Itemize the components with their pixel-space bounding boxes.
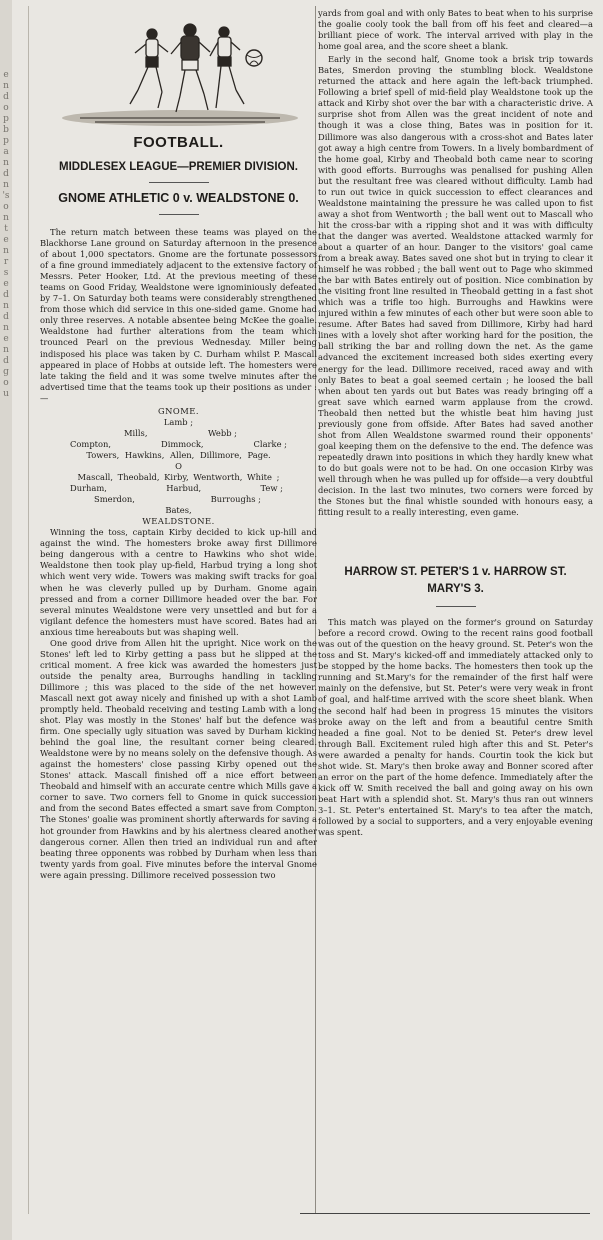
margin-letter: e bbox=[3, 235, 9, 245]
margin-letter: n bbox=[3, 323, 9, 333]
margin-letter: t bbox=[4, 224, 8, 234]
match1-intro-paragraph: The return match between these teams was played on the Blackhorse Lane ground on Saturday afternoon in the presence of about 1,000 spectators. Gnome are the fortunate possessors of a fine ground immediately adjacent to the extensive factory of Messrs. Peter Hooker, Ltd. At the previous meeting of these teams on Good Friday, Wealdstone were ignominiously defeated by 7–1. On Saturday both teams were considerably strengthened from those which did service in this one-sided game. Gnome had only three reserves. A notable absentee being McKee the goalie. Wealdstone had further alterations from the team which trounced Pearl on the previous Wednesday. Miller being indisposed his place was taken by C. Durham whilst P. Mascall appeared in place of Hobbs at outside left. The homesters were late taking the field and it was some twelve minutes after the advertised time that the teams took up their positions as under :— bbox=[40, 227, 317, 403]
match1-body-paragraph-1: Winning the toss, captain Kirby decided to kick up-hill and against the wind. The homesters broke away first Dillimore being dangerous with a centre to Hawkins who shot wide. Wealdstone then took play up-field, Harbud trying a long shot which went very wide. Towers was making swift tracks for goal when he was cleverly pulled up by Durham. Gnome again pressed and from a corner Dillimore headed over the bar. For several minutes Wealdstone were very unsettled and but for a vigilant defence the homesters must have scored. Bates had an anxious time hereabouts but was shaping well. bbox=[40, 527, 317, 637]
margin-letter: n bbox=[3, 345, 9, 355]
margin-letter: e bbox=[3, 334, 9, 344]
wealdstone-label: WEALDSTONE. bbox=[142, 516, 215, 527]
wealdstone-half-1: Durham, bbox=[70, 483, 107, 494]
match1-continued-paragraph: yards from goal and with only Bates to beat when to his surprise the goalie cooly took the ball from off his feet and cleared—a brilliant piece of work. The interval arrived with play in the home goal area, and the score sheet a blank. bbox=[318, 8, 593, 52]
wealdstone-half-2: Harbud, bbox=[166, 483, 202, 494]
match1-heading: GNOME ATHLETIC 0 v. WEALDSTONE 0. bbox=[58, 191, 299, 205]
gnome-back-right: Webb ; bbox=[208, 427, 237, 438]
margin-letter: s bbox=[3, 268, 9, 278]
left-column bbox=[40, 8, 317, 881]
margin-letter: u bbox=[3, 389, 9, 399]
margin-letter: d bbox=[3, 169, 9, 179]
margin-letter: d bbox=[3, 312, 9, 322]
margin-letter: o bbox=[3, 103, 9, 113]
gnome-back-left: Mills, bbox=[124, 427, 148, 438]
margin-letter: o bbox=[3, 378, 9, 388]
team-lineups bbox=[40, 406, 317, 528]
footballers-engraving bbox=[40, 8, 317, 130]
heading-rule bbox=[149, 182, 209, 183]
match1-second-half-paragraph: Early in the second half, Gnome took a brisk trip towards Bates, Smerdon proving the stumbling block. Wealdstone returned the attack and here again the left-back triumphed. Following a brief spell of mid-field play Wealdstone took up the attack and Kirby shot over the bar with a characteristic drive. A surprise shot from Allen was the great incident of note and though it was a close thing, Bates was in position for it. Dillimore was also dangerous with a cross-shot and Bates later got away a high centre from Towers. In a lively bombardment of the home goal, Kirby and Theobald both came near to scoring with good efforts. Burroughs was penalised for pushing Allen but the resultant free was cleared without difficulty. Lamb had to run out twice in quick succession to effect clearances and Wealdstone maintaining the pressure he was called upon to fist away a shot from Wentworth ; the ball went out to Mascall who hit the cross-bar with a ripping shot and it was with difficulty that the danger was averted. Wealdstone attacked warmly for about a quarter of an hour. Danger to the visitors' goal came from a break away. Bates saved one shot but in trying to clear it himself he was robbed ; the ball went out to Page who skimmed the bar with Bates entirely out of position. Nice combination by the visiting front line resulted in Theobald getting in a fast shot which was a trifle too high. Burroughs and Hawkins were injured within a few minutes of each other but were soon able to resume. After Bates had saved from Dillimore, Kirby had hard lines with a lovely shot after working hard for the position, the ball striking the bar and rolling down the net. As the game advanced the excitement increased both sides exerting every energy for the lead. Dillimore received, raced away and with only Bates to beat a goal seemed certain ; he loosed the ball when about ten yards out but Bates was ready bringing off a great save which earned warm applause from the crowd. Theobald then netted but the whistle beat him having just previously gone from offside. After Bates had saved another shot from Allen Wealdstone swarmed round their opponents' goal keeping them on the defensive to the end. The defence was repeatedly drawn into positions in which they hardly knew what to do but goals were not to be had. On one occasion Kirby was well through when he was pulled up for offside—a very doubtful decision. In the last two minutes, two corners were forced by the Stones but the final whistle sounded with honours easy, a fitting result to a really interesting, even game. bbox=[318, 54, 593, 518]
player-right-figure bbox=[210, 27, 244, 108]
margin-letter: n bbox=[3, 81, 9, 91]
margin-letter: 's bbox=[2, 191, 10, 201]
wealdstone-back-right: Burroughs ; bbox=[210, 494, 261, 505]
gnome-half-1: Compton, bbox=[70, 438, 112, 449]
margin-letter: n bbox=[3, 246, 9, 256]
bottom-rule bbox=[300, 1213, 590, 1214]
football-ball bbox=[246, 50, 262, 66]
gnome-goalkeeper: Lamb ; bbox=[163, 416, 194, 427]
margin-letter: n bbox=[3, 301, 9, 311]
gnome-half-3: Clarke ; bbox=[253, 438, 287, 449]
section-title: FOOTBALL. bbox=[133, 134, 224, 151]
margin-letter: e bbox=[3, 70, 9, 80]
margin-letter: d bbox=[3, 92, 9, 102]
margin-letter: a bbox=[3, 147, 9, 157]
gnome-forwards: Towers, Hawkins, Allen, Dillimore, Page. bbox=[86, 449, 271, 460]
column-rule-left bbox=[28, 6, 29, 1214]
heading-rule-2 bbox=[159, 214, 199, 215]
margin-letter: e bbox=[3, 279, 9, 289]
wealdstone-goalkeeper: Bates, bbox=[165, 505, 192, 516]
match1-body-paragraph-2: One good drive from Allen hit the upright. Nice work on the Stones' left led to Kirby getting a pass but he slipped at the critical moment. A free kick was awarded the homesters just outside the penalty area, Burroughs handling in tackling Dillimore ; this was placed to the side of the net however. Mascall next got away nicely and finished up with a shot Lamb promptly held. Theobald receiving and testing Lamb with a long shot. Play was mostly in the Stones' half but the defence was firm. One specially ugly situation was saved by Durham kicking behind the goal line, the resultant corner being cleared. Wealdstone were by no means solely on the defensive though. As against the homesters' close passing Kirby opened out the Stones' attack. Mascall finished off a nice effort between Theobald and himself with an accurate centre which Mills gave a corner to save. Two corners fell to Gnome in quick succession and from the second Bates effected a smart save from Compton. The Stones' goalie was prominent shortly afterwards for saving a hot grounder from Hawkins and by his alertness cleared another dangerous corner. Allen then tried an individual run and after beating three opponents was robbed by Durham when less than twenty yards from goal. Five minutes before the interval Gnome were again pressing. Dillimore received possession two bbox=[40, 637, 317, 880]
match2-body-paragraph: This match was played on the former's ground on Saturday before a record crowd. Owing to the recent rains good football was out of the question on the heavy ground. St. Peter's won the toss and St. Mary's kicked-off and immediately attacked only to be stopped by the home backs. The homesters then took up the running and St.Mary's for the remainder of the first half were mainly on the defensive, but St. Peter's were very weak in front of goal, and half-time arrived with the score sheet blank. When the second half had been in progress 15 minutes the visitors broke away on the left and from a beautiful centre Smith headed a fine goal. Not to be denied St. Peter's drew level through Ball. Excitement ruled high after this and St. Peter's were awarded a penalty for hands. Courtin took the kick but shot wide. St. Mary's then broke away and Bonner scored after an error on the part of the home defence. Immediately after the kick off W. Smith received the ball and going away on his own beat Hart with a splendid shot. St. Mary's thus ran out winners 3–1. St. Peter's entertained St. Mary's to tea after the match, followed by a social to supporters, and a very enjoyable evening was spent. bbox=[318, 617, 593, 838]
left-margin-strip bbox=[0, 0, 12, 1240]
heading-rule-3 bbox=[436, 606, 476, 607]
margin-letter: b bbox=[3, 125, 9, 135]
wealdstone-half-3: Tew ; bbox=[260, 483, 283, 494]
section-separator bbox=[318, 518, 593, 564]
player-left-figure bbox=[130, 29, 168, 108]
gnome-label: GNOME. bbox=[157, 405, 200, 416]
gnome-half-2: Dimmock, bbox=[161, 438, 204, 449]
margin-letter: p bbox=[3, 114, 9, 124]
margin-letter: g bbox=[3, 367, 9, 377]
wealdstone-forwards: Mascall, Theobald, Kirby, Wentworth, White ; bbox=[77, 472, 280, 483]
margin-letter: r bbox=[3, 257, 9, 267]
margin-letter: n bbox=[3, 213, 9, 223]
margin-letter: n bbox=[3, 158, 9, 168]
margin-letter: p bbox=[3, 136, 9, 146]
margin-letter: d bbox=[3, 356, 9, 366]
margin-letter: n bbox=[3, 180, 9, 190]
margin-letter: d bbox=[3, 290, 9, 300]
player-center-figure bbox=[171, 24, 210, 112]
league-heading: MIDDLESEX LEAGUE—PREMIER DIVISION. bbox=[59, 161, 298, 173]
match2-heading: HARROW ST. PETER'S 1 v. HARROW ST. MARY'S 3. bbox=[344, 566, 567, 596]
right-column bbox=[318, 8, 593, 838]
zero-mark: O bbox=[175, 460, 182, 471]
wealdstone-back-left: Smerdon, bbox=[94, 494, 135, 505]
margin-letter: o bbox=[3, 202, 9, 212]
